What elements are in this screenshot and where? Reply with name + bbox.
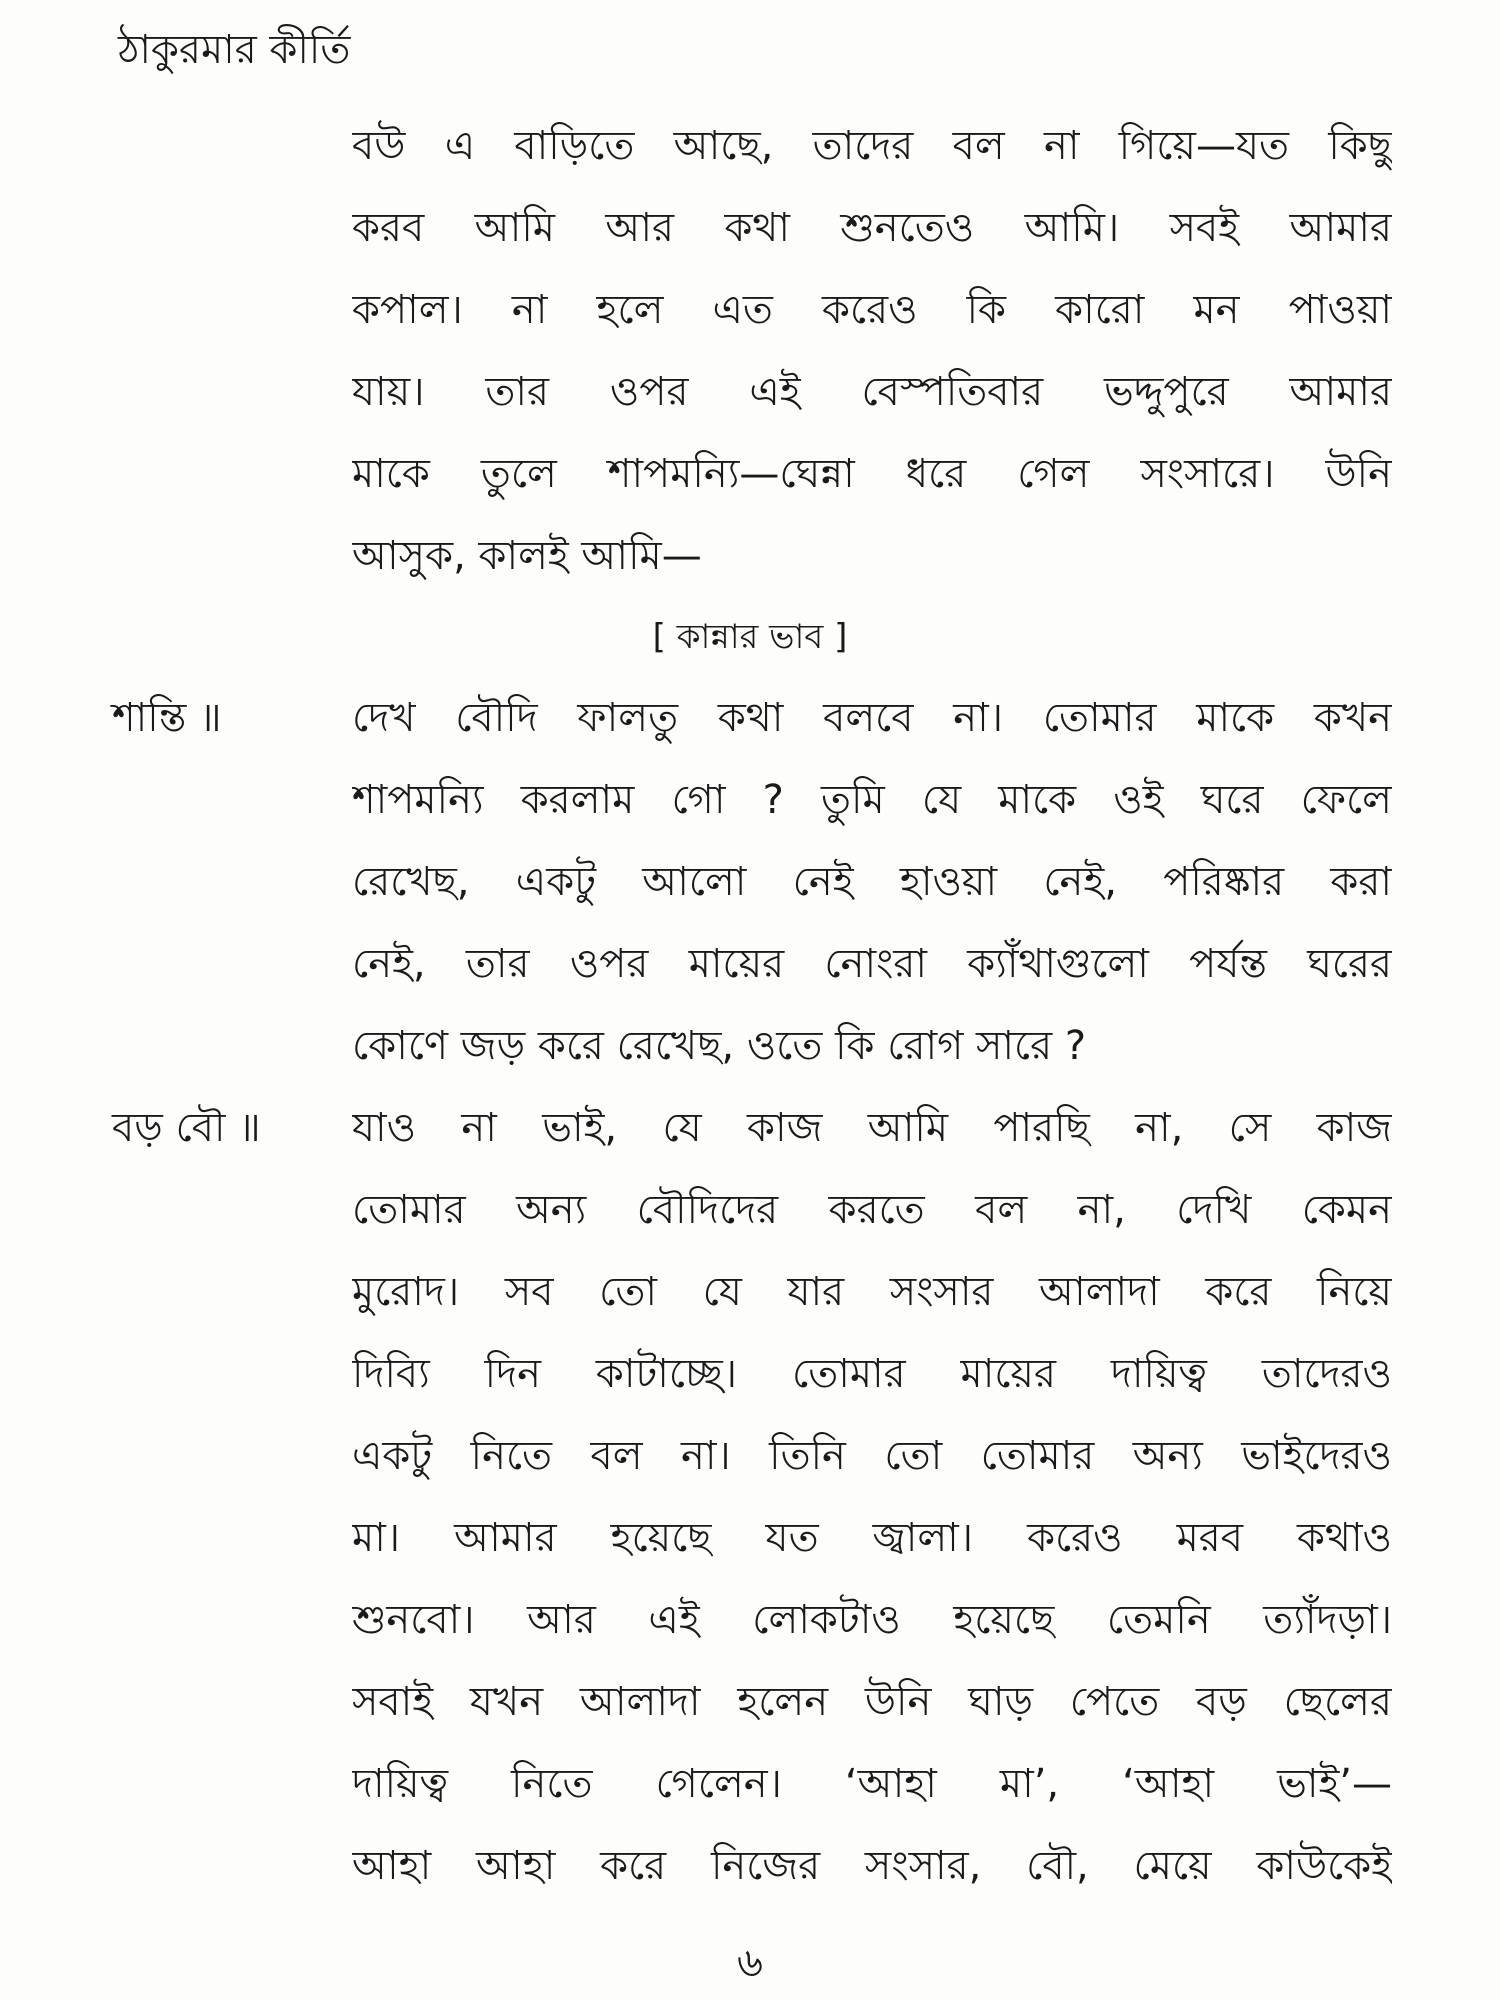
dialogue-line: সবাই যখন আলাদা হলেন উনি ঘাড় পেতে বড় ছেলের [352, 1679, 1392, 1725]
running-head: ঠাকুরমার কীর্তি [118, 27, 351, 73]
text-line: মাকে তুলে শাপমন্যি—ঘেন্না ধরে গেল সংসারে। উনি [352, 451, 1392, 497]
dialogue-line: দেখ বৌদি ফালতু কথা বলবে না। তোমার মাকে কখন [352, 695, 1392, 741]
dialogue-line: কোণে জড় করে রেখেছ, ওতে কি রোগ সারে ? [352, 1023, 1087, 1069]
dialogue-line: যাও না ভাই, যে কাজ আমি পারছি না, সে কাজ [352, 1105, 1392, 1151]
dialogue-line: তোমার অন্য বৌদিদের করতে বল না, দেখি কেমন [352, 1187, 1392, 1233]
speaker-name: শান্তি ॥ [112, 695, 222, 741]
dialogue-line: শাপমন্যি করলাম গো ? তুমি যে মাকে ওই ঘরে ফেলে [352, 777, 1392, 823]
text-line: কপাল। না হলে এত করেও কি কারো মন পাওয়া [352, 287, 1392, 333]
dialogue-line: একটু নিতে বল না। তিনি তো তোমার অন্য ভাইদেরও [352, 1433, 1392, 1479]
dialogue-line: শুনবো। আর এই লোকটাও হয়েছে তেমনি ত্যাঁদড়া। [352, 1597, 1392, 1643]
dialogue-line: আহা আহা করে নিজের সংসার, বৌ, মেয়ে কাউকেই [352, 1843, 1392, 1889]
dialogue-line: মুরোদ। সব তো যে যার সংসার আলাদা করে নিয়ে [352, 1269, 1392, 1315]
dialogue-line: দায়িত্ব নিতে গেলেন। ‘আহা মা’, ‘আহা ভাই’— [352, 1761, 1392, 1807]
text-line: আসুক, কালই আমি— [352, 533, 702, 579]
dialogue-line: দিব্যি দিন কাটাচ্ছে। তোমার মায়ের দায়িত্ব তাদেরও [352, 1351, 1392, 1397]
page-number: ৬ [736, 1940, 763, 1986]
speaker-name: বড় বৌ ॥ [112, 1105, 261, 1151]
text-line: বউ এ বাড়িতে আছে, তাদের বল না গিয়ে—যত কিছু [352, 123, 1392, 169]
dialogue-line: নেই, তার ওপর মায়ের নোংরা ক্যাঁথাগুলো পর্যন্ত ঘরের [352, 941, 1392, 987]
text-line: করব আমি আর কথা শুনতেও আমি। সবই আমার [352, 205, 1392, 251]
stage-direction: [ কান্নার ভাব ] [652, 617, 848, 657]
dialogue-line: রেখেছ, একটু আলো নেই হাওয়া নেই, পরিষ্কার করা [352, 859, 1392, 905]
text-line: যায়। তার ওপর এই বেস্পতিবার ভদ্দুপুরে আমার [352, 369, 1392, 415]
dialogue-line: মা। আমার হয়েছে যত জ্বালা। করেও মরব কথাও [352, 1515, 1392, 1561]
